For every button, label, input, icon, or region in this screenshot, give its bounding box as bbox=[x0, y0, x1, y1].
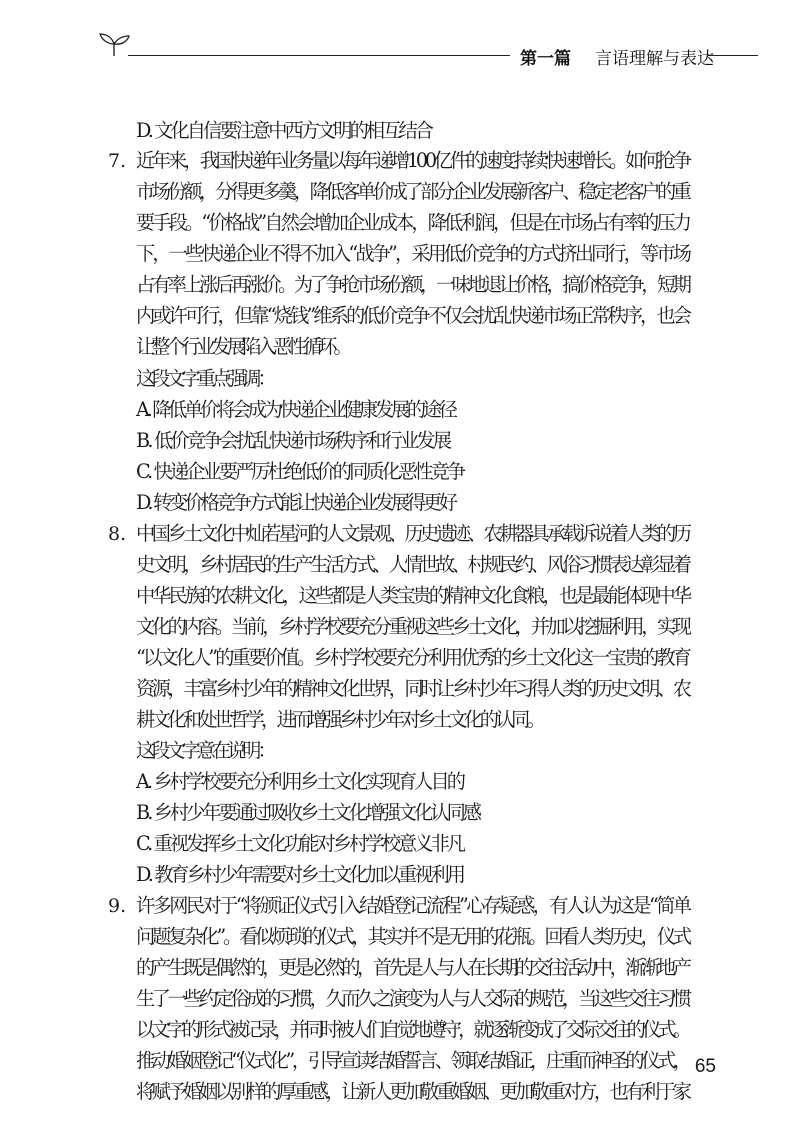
text-line: 让整个行业发展陷入恶性循环。 bbox=[136, 335, 349, 358]
text-line: 史文明，乡村居民的生产生活方式、人情世故、村规民约、风俗习惯表达彰显着 bbox=[136, 553, 689, 576]
text-line: D. 转变价格竞争方式能让快递企业发展得更好 bbox=[136, 491, 455, 514]
text-line: B. 低价竞争会扰乱快递市场秩序和行业发展 bbox=[136, 429, 450, 452]
text-line: 的产生既是偶然的，更是必然的，首先是人与人在长期的交往活动中，渐渐地产 bbox=[136, 956, 689, 979]
text-line: 资源，丰富乡村少年的精神文化世界，同时让乡村少年习得人类的历史文明、农 bbox=[136, 677, 689, 700]
text-line: 将赋予婚姻以别样的厚重感，让新人更加敬重婚姻、更加敬重对方，也有利于家 bbox=[136, 1080, 689, 1103]
text-line: 许多网民对于“将颁证仪式引入结婚登记流程”心存疑惑，有人认为这是“简单 bbox=[136, 894, 690, 917]
text-line: 这段文字意在说明： bbox=[136, 739, 273, 762]
page-header bbox=[0, 0, 800, 80]
question-number: 7. bbox=[108, 150, 127, 172]
text-line: D. 文化自信要注意中西方文明的相互结合 bbox=[136, 119, 432, 142]
page-number: 65 bbox=[694, 1056, 716, 1077]
text-line: 内或许可行，但靠“烧钱”维系的低价竞争不仅会扰乱快递市场正常秩序，也会 bbox=[136, 304, 690, 327]
text-line: 耕文化和处世哲学，进而增强乡村少年对乡土文化的认同。 bbox=[136, 708, 543, 731]
text-line: 下，一些快递企业不得不加入“战争”，采用低价竞争的方式挤出同行，等市场 bbox=[136, 242, 690, 265]
chapter-title: 言语理解与表达 bbox=[595, 49, 714, 69]
text-line: 中华民族的农耕文化，这些都是人类宝贵的精神文化食粮，也是最能体现中华 bbox=[136, 584, 690, 607]
text-line: 生了一些约定俗成的习惯，久而久之演变为人与人交际的规范，当这些交往习惯 bbox=[136, 987, 689, 1010]
text-line: C. 重视发挥乡土文化功能对乡村学校意义非凡 bbox=[136, 832, 464, 855]
text-line: B. 乡村少年要通过吸收乡土文化增强文化认同感 bbox=[136, 801, 480, 824]
text-line: 占有率上涨后再涨价。为了争抢市场份额，一味地退让价格，搞价格竞争，短期 bbox=[136, 273, 689, 296]
text-line: A. 乡村学校要充分利用乡土文化实现育人目的 bbox=[136, 770, 464, 793]
question-number: 8. bbox=[108, 523, 127, 545]
text-line: 要手段。“价格战”自然会增加企业成本，降低利润，但是在市场占有率的压力 bbox=[136, 211, 690, 234]
sprout-icon bbox=[96, 28, 132, 58]
text-line: 这段文字重点强调： bbox=[136, 367, 273, 390]
header-rule-right bbox=[708, 55, 758, 56]
text-line: 问题复杂化”。看似烦琐的仪式，其实并不是无用的花瓶。回看人类历史，仪式 bbox=[136, 925, 689, 948]
header-rule-left bbox=[128, 55, 510, 56]
text-line: 以文字的形式被记录，并同时被人们自觉地遵守，就逐渐变成了交际交往的仪式。 bbox=[136, 1018, 689, 1041]
text-line: 市场份额，分得更多羹，降低客单价成了部分企业发展新客户、稳定老客户的重 bbox=[136, 180, 689, 203]
text-line: C. 快递企业要严厉杜绝低价的同质化恶性竞争 bbox=[136, 460, 464, 483]
chapter-label: 第一篇 bbox=[520, 49, 571, 69]
chapter-heading bbox=[520, 44, 714, 69]
text-line: “以文化人”的重要价值。乡村学校要充分利用优秀的乡土文化这一宝贵的教育 bbox=[136, 646, 690, 669]
text-line: A. 降低单价将会成为快递企业健康发展的途径 bbox=[136, 398, 455, 421]
text-line: D. 教育乡村少年需要对乡土文化加以重视利用 bbox=[136, 863, 463, 886]
text-line: 近年来，我国快递年业务量以每年递增100亿件的速度持续快速增长。如何抢争 bbox=[136, 149, 689, 172]
text-line: 中国乡土文化中灿若星河的人文景观、历史遗迹、农耕器具承载诉说着人类的历 bbox=[136, 522, 689, 545]
question-number: 9. bbox=[108, 895, 127, 917]
text-line: 推动婚姻登记“仪式化”，引导宣读结婚誓言、领取结婚证，庄重而神圣的仪式， bbox=[136, 1049, 689, 1072]
text-line: 文化的内容。当前，乡村学校要充分重视这些乡土文化，并加以挖掘利用，实现 bbox=[136, 615, 689, 638]
